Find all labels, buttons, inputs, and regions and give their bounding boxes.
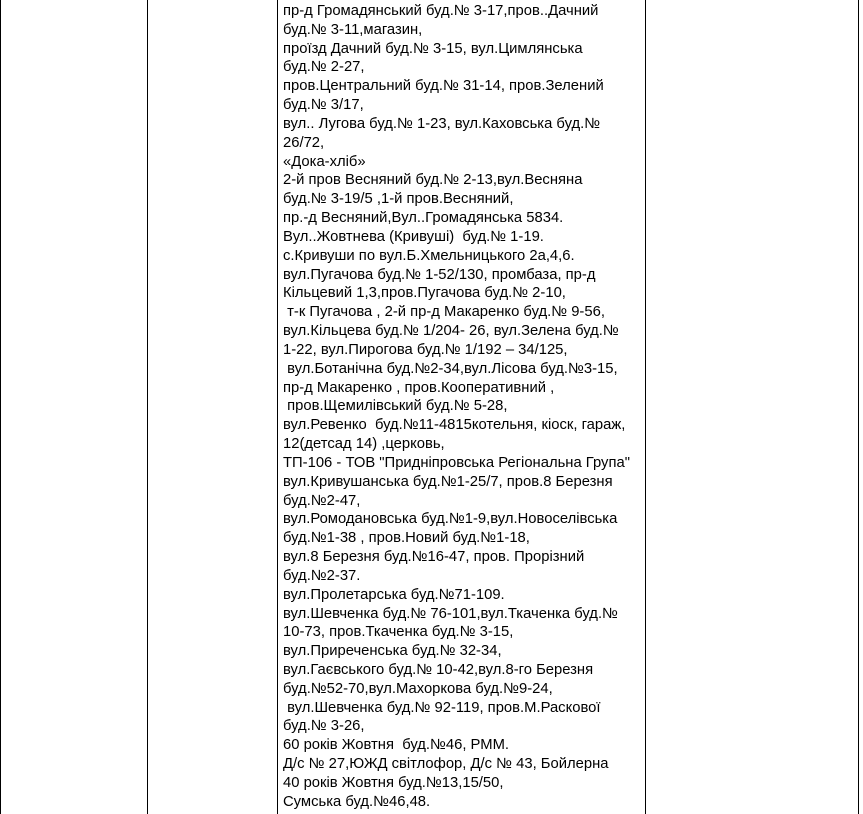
address-line: буд.№ 3/17, (283, 97, 364, 114)
address-line: 1-22, вул.Пирогова буд.№ 1/192 – 34/125, (283, 341, 568, 358)
address-line: т-к Пугачова , 2-й пр-д Макаренко буд.№ 9-56, (283, 304, 605, 321)
address-line: вул.. Лугова буд.№ 1-23, вул.Каховська буд.№ (283, 115, 601, 132)
address-line: вул.Пролетарська буд.№71-109. (283, 586, 505, 603)
address-line: вул.Шевченка буд.№ 92-119, пров.М.Раскової (283, 699, 601, 716)
address-line: пр.-д Весняний,Вул..Громадянська 5834. (283, 210, 564, 227)
address-line: ТП-106 - ТОВ "Придніпровська Регіональна Група" (283, 454, 630, 471)
address-line: буд.№52-70,вул.Махоркова буд.№9-24, (283, 680, 553, 697)
address-line: вул.Ревенко буд.№11-4815котельня, кіоск, гараж, (283, 417, 626, 434)
address-line: с.Кривуши по вул.Б.Хмельницького 2а,4,6. (283, 247, 575, 264)
table-cell-empty-right (646, 0, 859, 814)
address-line: 10-73, пров.Ткаченка буд.№ 3-15, (283, 624, 514, 641)
address-line: вул.8 Березня буд.№16-47, пров. Прорізний (283, 549, 585, 566)
address-line: вул.Ботанічна буд.№2-34,вул.Лісова буд.№3-15, (283, 360, 618, 377)
address-line: вул.Шевченка буд.№ 76-101,вул.Ткаченка буд.№ (283, 605, 618, 622)
address-line: пров.Центральний буд.№ 31-14, пров.Зелений (283, 78, 604, 95)
address-line: 2-й пров Весняний буд.№ 2-13,вул.Весняна (283, 172, 583, 189)
address-line: проїзд Дачний буд.№ 3-15, вул.Цимлянська (283, 40, 583, 57)
address-line: буд.№2-37. (283, 567, 361, 584)
address-lines (283, 2, 642, 812)
address-line: 26/72, (283, 134, 325, 151)
address-line: 40 років Жовтня буд.№13,15/50, (283, 774, 504, 791)
address-line: Д/с № 27,ЮЖД світлофор, Д/с № 43, Бойлерна (283, 756, 609, 773)
address-line: Вул..Жовтнева (Кривуші) буд.№ 1-19. (283, 228, 544, 245)
table-cell-empty-middle (148, 0, 278, 814)
address-line: пров.Щемилівський буд.№ 5-28, (283, 398, 508, 415)
address-line: буд.№2-47, (283, 492, 361, 509)
table-cell-empty-left (1, 0, 148, 814)
address-line: 60 років Жовтня буд.№46, РММ. (283, 737, 510, 754)
address-line: буд.№1-38 , пров.Новий буд.№1-18, (283, 530, 530, 547)
address-line: пр-д Макаренко , пров.Кооперативний , (283, 379, 555, 396)
address-line: Сумська буд.№46,48. (283, 793, 431, 810)
address-line: Кільцевий 1,3,пров.Пугачова буд.№ 2-10, (283, 285, 566, 302)
address-line: буд.№ 3-26, (283, 718, 365, 735)
address-line: буд.№ 3-11,магазин, (283, 21, 423, 38)
address-line: вул.Кривушанська буд.№1-25/7, пров.8 Березня (283, 473, 613, 490)
address-line: вул.Кільцева буд.№ 1/204- 26, вул.Зелена буд.№ (283, 323, 619, 340)
address-line: вул.Приреченська буд.№ 32-34, (283, 643, 502, 660)
address-line: «Дока-хліб» (283, 153, 366, 170)
address-line: 12(детсад 14) ,церковь, (283, 436, 445, 453)
address-line: вул.Гаєвського буд.№ 10-42,вул.8-го Березня (283, 661, 594, 678)
address-line: пр-д Громадянський буд.№ 3-17,пров..Дачний (283, 3, 599, 19)
table-cell-addresses (278, 0, 646, 814)
address-line: буд.№ 2-27, (283, 59, 365, 76)
address-line: вул.Пугачова буд.№ 1-52/130, промбаза, пр-д (283, 266, 596, 283)
address-line: вул.Ромодановська буд.№1-9,вул.Новоселівська (283, 511, 618, 528)
address-line: буд.№ 3-19/5 ,1-й пров.Весняний, (283, 191, 514, 208)
